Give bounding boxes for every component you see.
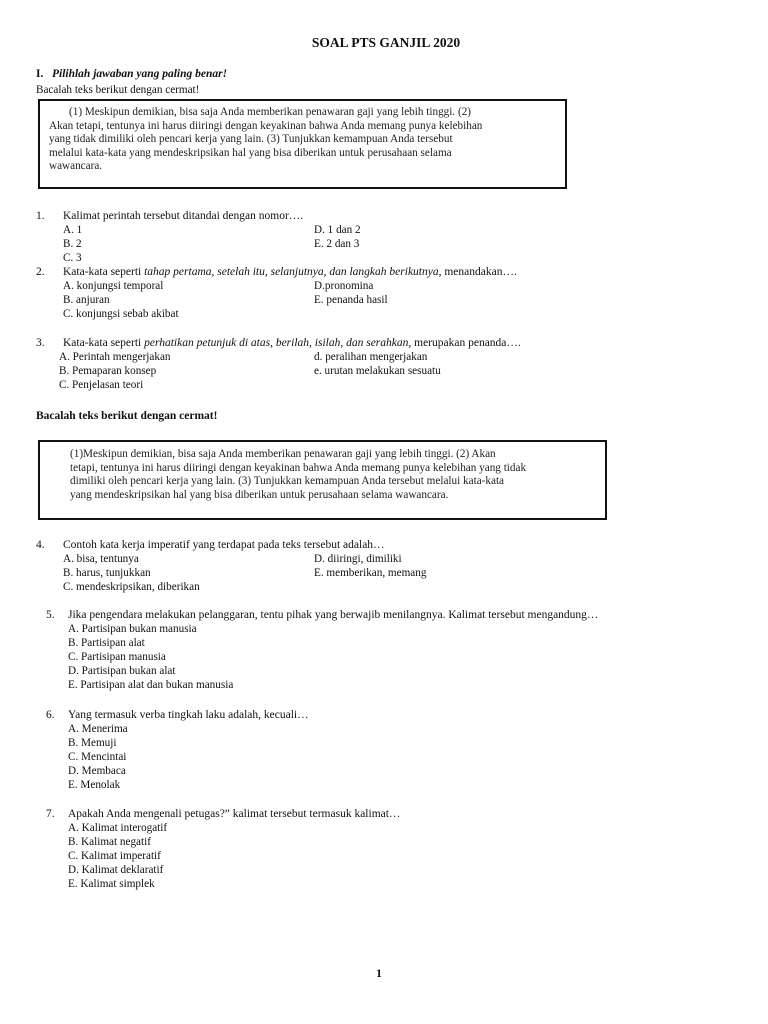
passage-box-2 — [38, 440, 607, 520]
question-2-option-c[interactable]: C. konjungsi sebab akibat — [63, 308, 179, 320]
question-4-option-a[interactable]: A. bisa, tentunya — [63, 553, 139, 565]
question-6-option-b[interactable]: B. Memuji — [68, 737, 117, 749]
question-4-option-d[interactable]: D. diiringi, dimiliki — [314, 553, 402, 565]
question-6-option-e[interactable]: E. Menolak — [68, 779, 121, 791]
question-3-text-italic: perhatikan petunjuk di atas, berilah, isilah, dan serahkan, — [144, 337, 412, 349]
question-7-option-e[interactable]: E. Kalimat simplek — [68, 878, 155, 890]
question-3-option-e[interactable]: e. urutan melakukan sesuatu — [314, 365, 441, 377]
question-2-option-b[interactable]: B. anjuran — [63, 294, 110, 306]
question-2-option-d[interactable]: D.pronomina — [314, 280, 374, 292]
question-4-option-c[interactable]: C. mendeskripsikan, diberikan — [63, 581, 200, 593]
question-1-number: 1. — [36, 210, 45, 222]
passage-2-line-1: (1)Meskipun demikian, bisa saja Anda memberikan penawaran gaji yang lebih tinggi. (2) Akan — [70, 448, 496, 460]
question-4-number: 4. — [36, 539, 45, 551]
section-number: I. — [36, 68, 44, 80]
question-3-option-c[interactable]: C. Penjelasan teori — [59, 379, 144, 391]
reading-instruction: Bacalah teks berikut dengan cermat! — [36, 84, 200, 96]
passage-box-1 — [38, 99, 567, 189]
question-5-number: 5. — [46, 609, 55, 621]
question-1-option-b[interactable]: B. 2 — [63, 238, 82, 250]
question-6-text: Yang termasuk verba tingkah laku adalah, kecuali… — [68, 709, 309, 721]
passage-1-line-3: yang tidak dimiliki oleh pencari kerja yang lain. (3) Tunjukkan kemampuan Anda tersebut — [49, 133, 453, 146]
page-number: 1 — [376, 966, 382, 980]
question-7-text: Apakah Anda mengenali petugas?” kalimat tersebut termasuk kalimat… — [68, 808, 401, 820]
question-3-option-a[interactable]: A. Perintah mengerjakan — [59, 351, 171, 363]
question-4-option-b[interactable]: B. harus, tunjukkan — [63, 567, 151, 579]
question-5-option-c[interactable]: C. Partisipan manusia — [68, 651, 166, 663]
question-1-option-c[interactable]: C. 3 — [63, 252, 82, 264]
question-2-option-a[interactable]: A. konjungsi temporal — [63, 280, 164, 292]
question-6-option-c[interactable]: C. Mencintai — [68, 751, 127, 763]
section-heading — [36, 67, 227, 81]
question-3-text — [63, 336, 521, 350]
passage-1-line-5: wawancara. — [49, 160, 103, 173]
question-3-option-b[interactable]: B. Pemaparan konsep — [59, 365, 157, 377]
question-7-option-a[interactable]: A. Kalimat interogatif — [68, 822, 168, 834]
question-5-option-e[interactable]: E. Partisipan alat dan bukan manusia — [68, 679, 234, 691]
question-3-text-before: Kata-kata seperti — [63, 337, 145, 349]
question-3-option-d[interactable]: d. peralihan mengerjakan — [314, 351, 428, 363]
question-5-option-a[interactable]: A. Partisipan bukan manusia — [68, 623, 197, 635]
passage-2-line-2: tetapi, tentunya ini harus diiringi dengan keyakinan bahwa Anda memang punya kelebihan yang tidak — [70, 461, 527, 474]
question-6-option-a[interactable]: A. Menerima — [68, 723, 128, 735]
passage-1-line-4: melalui kata-kata yang mendeskripsikan hal yang bisa diberikan untuk perusahaan selama — [49, 146, 452, 159]
passage-2-line-4: yang mendeskripsikan hal yang bisa diberikan untuk perusahaan selama wawancara. — [70, 488, 449, 501]
question-2-number: 2. — [36, 266, 45, 278]
question-7-option-b[interactable]: B. Kalimat negatif — [68, 836, 151, 848]
question-1-option-d[interactable]: D. 1 dan 2 — [314, 224, 361, 236]
question-4-option-e[interactable]: E. memberikan, memang — [314, 567, 427, 579]
section-heading-text: Pilihlah jawaban yang paling benar! — [51, 68, 228, 80]
question-6-number: 6. — [46, 709, 55, 721]
passage-2-line-3: dimiliki oleh pencari kerja yang lain. (3) Tunjukkan kemampuan Anda tersebut melalui kata-kata — [70, 475, 505, 488]
question-7-option-d[interactable]: D. Kalimat deklaratif — [68, 864, 164, 876]
question-2-text — [63, 265, 517, 279]
question-5-text: Jika pengendara melakukan pelanggaran, tentu pihak yang berwajib menilangnya. Kalimat tersebut mengandung… — [68, 609, 599, 621]
question-2-option-e[interactable]: E. penanda hasil — [314, 294, 388, 306]
page-title: SOAL PTS GANJIL 2020 — [311, 35, 461, 50]
question-5-option-d[interactable]: D. Partisipan bukan alat — [68, 665, 176, 677]
question-3-text-after: merupakan penanda…. — [411, 337, 521, 349]
question-3-number: 3. — [36, 337, 45, 349]
passage-1-line-1: (1) Meskipun demikian, bisa saja Anda memberikan penawaran gaji yang lebih tinggi. (2) — [69, 106, 472, 118]
question-2-text-after: menandakan…. — [441, 266, 517, 278]
reading-instruction-2: Bacalah teks berikut dengan cermat! — [36, 410, 218, 422]
question-5-option-b[interactable]: B. Partisipan alat — [68, 637, 145, 649]
passage-1-line-2: Akan tetapi, tentunya ini harus diiringi dengan keyakinan bahwa Anda memang punya kelebihan — [49, 119, 483, 132]
question-1-option-a[interactable]: A. 1 — [63, 224, 83, 236]
question-7-option-c[interactable]: C. Kalimat imperatif — [68, 850, 161, 862]
question-1-text: Kalimat perintah tersebut ditandai dengan nomor…. — [63, 210, 304, 222]
question-6-option-d[interactable]: D. Membaca — [68, 765, 126, 777]
question-2-text-before: Kata-kata seperti — [63, 266, 145, 278]
question-4-text: Contoh kata kerja imperatif yang terdapat pada teks tersebut adalah… — [63, 539, 385, 551]
question-7-number: 7. — [46, 808, 55, 820]
question-2-text-italic: tahap pertama, setelah itu, selanjutnya, dan langkah berikutnya, — [144, 266, 442, 278]
question-1-option-e[interactable]: E. 2 dan 3 — [314, 238, 360, 250]
